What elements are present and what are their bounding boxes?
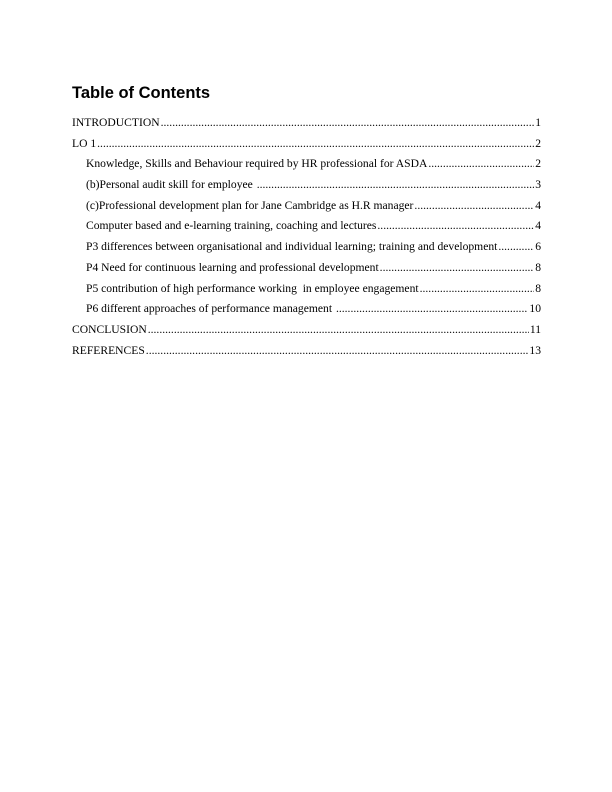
toc-entry-text: (c)Professional development plan for Jane Cambridge as H.R manager: [86, 198, 414, 212]
toc-entry-p4[interactable]: [72, 261, 541, 282]
toc-page-number: 2: [535, 157, 541, 171]
toc-entry-p5[interactable]: [72, 282, 541, 303]
table-of-contents: [72, 116, 541, 364]
toc-page-number: 6: [535, 240, 541, 254]
toc-leader-dots: [498, 240, 534, 253]
toc-leader-dots: [161, 116, 535, 129]
toc-page-number: 3: [535, 178, 541, 192]
toc-page-number: 10: [529, 302, 541, 316]
toc-entry-knowledge-skills[interactable]: [72, 157, 541, 178]
toc-entry-text: CONCLUSION: [72, 322, 147, 336]
toc-entry-text: P5 contribution of high performance working in employee engagement: [86, 281, 419, 295]
toc-entry-text: Computer based and e-learning training, coaching and lectures: [86, 219, 377, 233]
toc-leader-dots: [97, 137, 534, 150]
toc-leader-dots: [377, 219, 534, 232]
toc-leader-dots: [257, 178, 535, 191]
toc-entry-text: REFERENCES: [72, 343, 145, 357]
toc-entry-text: INTRODUCTION: [72, 116, 160, 129]
toc-leader-dots: [420, 282, 535, 295]
toc-page-number: 2: [535, 136, 541, 150]
toc-entry-text: P6 different approaches of performance management: [86, 302, 335, 316]
toc-page-number: 8: [535, 260, 541, 274]
toc-entry-computer-training[interactable]: [72, 219, 541, 240]
toc-page-number: 13: [529, 343, 541, 357]
toc-entry-p6[interactable]: [72, 302, 541, 323]
toc-leader-dots: [336, 302, 528, 315]
toc-entry-p3[interactable]: [72, 240, 541, 261]
toc-page-number: 4: [535, 219, 541, 233]
toc-page-number: 4: [535, 198, 541, 212]
toc-page-number: 8: [535, 281, 541, 295]
toc-entry-text: P3 differences between organisational and individual learning; training and development: [86, 240, 498, 254]
toc-entry-references[interactable]: [72, 344, 541, 365]
toc-entry-text: P4 Need for continuous learning and professional development: [86, 260, 379, 274]
toc-page-number: 1: [535, 116, 541, 129]
toc-entry-text: Knowledge, Skills and Behaviour required by HR professional for ASDA: [86, 157, 428, 171]
toc-entry-development-plan[interactable]: [72, 199, 541, 220]
toc-leader-dots: [146, 344, 529, 357]
toc-title: Table of Contents: [72, 84, 211, 102]
toc-entry-lo1[interactable]: [72, 137, 541, 158]
toc-leader-dots: [148, 323, 529, 336]
toc-leader-dots: [414, 199, 534, 212]
toc-entry-text: LO 1: [72, 136, 97, 150]
toc-leader-dots: [380, 261, 535, 274]
toc-entry-introduction[interactable]: [72, 116, 541, 137]
toc-leader-dots: [428, 157, 534, 170]
toc-page-number: 11: [529, 322, 541, 336]
toc-entry-conclusion[interactable]: [72, 323, 541, 344]
toc-entry-text: (b)Personal audit skill for employee: [86, 178, 256, 192]
toc-entry-personal-audit[interactable]: [72, 178, 541, 199]
